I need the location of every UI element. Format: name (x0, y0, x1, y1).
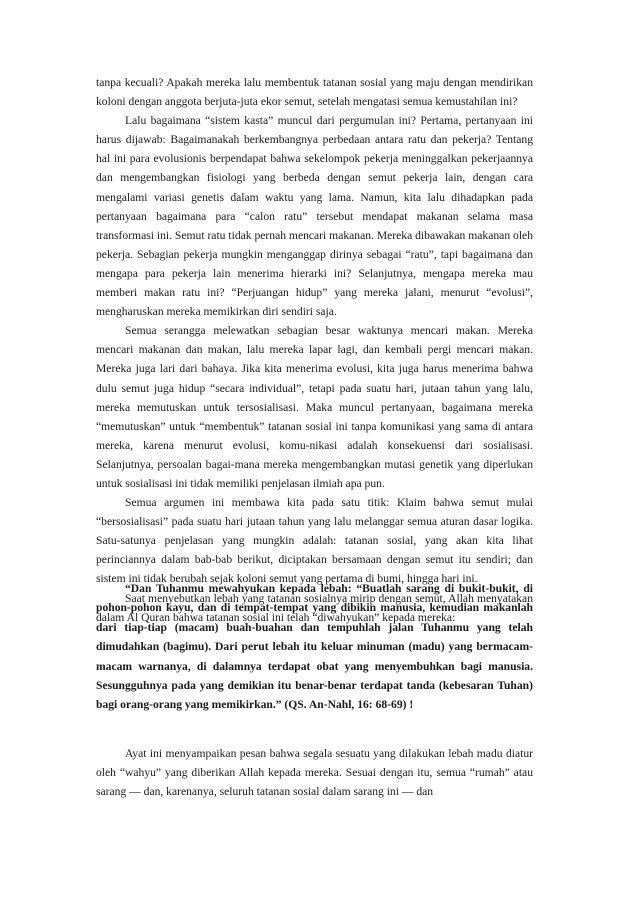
paragraph-logic-argument: Semua argumen ini membawa kita pada satu titik: Klaim bahwa semut mulai “bersosialisasi” pada suatu hari jutaan tahun yang lalu melanggar semua aturan dasar logika. Satu-satunya penjelasan yang mungkin adalah: tatanan sosial, yang akan kita lihat perinciannya dalam bab-bab berikut, diciptakan bersamaan dengan semut itu sendiri; dan sistem ini tidak berubah sejak koloni semut yang pertama di bumi, hingga hari ini. (96, 496, 533, 586)
paragraph-continuation: tanpa kecuali? Apakah mereka lalu membentuk tatanan sosial yang maju dengan mendirikan koloni dengan anggota berjuta-juta ekor semut, setelah mengatasi semua kemustahilan ini? (96, 76, 533, 109)
paragraph-closing: Ayat ini menyampaikan pesan bahwa segala sesuatu yang dilakukan lebah madu diatur oleh “wahyu” yang diberikan Allah kepada mereka. Sesuai dengan itu, semua “rumah” atau sarang — dan, karenanya, seluruh tatanan sosial dalam sarang ini — dan (96, 747, 533, 799)
body-text-section (96, 73, 533, 627)
paragraph-insects-food: Semua serangga melewatkan sebagian besar waktunya mencari makan. Mereka mencari makanan dan makan, lalu mereka lapar lagi, dan kembali pergi mencari makan. Mereka juga lari dari bahaya. Jika kita menerima evolusi, kita juga harus menerima bahwa dulu semut juga hidup “secara individual”, tetapi pada suatu hari, jutaan tahun yang lalu, mereka memutuskan untuk tersosialisasi. Maka muncul pertanyaan, bagaimana mereka “memutuskan” untuk “membentuk” tatanan sosial ini tanpa komunikasi yang sama di antara mereka, karena menurut evolusi, komu-nikasi adalah konsekuensi dari sosialisasi. Selanjutnya, persoalan bagai-mana mereka mengembangkan mutasi genetik yang diperlukan untuk sosialisasi ini tidak memiliki penjelasan ilmiah apa pun. (96, 324, 533, 490)
quran-quote: “Dan Tuhanmu mewahyukan kepada lebah: “Buatlah sarang di bukit-bukit, di pohon-pohon kayu, dan di tempat-tempat yang dibikin manusia, kemudian makanlah dari tiap-tiap (macam) buah-buahan dan tempuhlah jalan Tuhanmu yang telah dimudahkan (bagimu). Dari perut lebah itu keluar minuman (madu) yang bermacam-macam warnanya, di dalamnya terdapat obat yang menyembuhkan bagi manusia. Sesungguhnya pada yang demikian itu benar-benar terdapat tanda (kebesaran Tuhan) bagi orang-orang yang memikirkan.” (QS. An-Nahl, 16: 68-69) ! (96, 582, 533, 712)
closing-text-section (96, 744, 533, 801)
paragraph-quran-intro: Saat menyebutkan lebah yang tatanan sosialnya mirip dengan semut, Allah menyatakan dalam Al Quran bahwa tatanan sosial ini telah “diwahyukan” kepada mereka: (96, 591, 533, 624)
paragraph-caste-system: Lalu bagaimana “sistem kasta” muncul dari pergumulan ini? Pertama, pertanyaan ini harus dijawab: Bagaimanakah berkembangnya perbedaan antara ratu dan pekerja? Tentang hal ini para evolusionis berpendapat bahwa sekelompok pekerja meninggalkan pekerjaannya dan mengembangkan fisiologi yang berbeda dengan semut pekerja lain, dengan cara mengalami variasi genetis dalam waktu yang lama. Namun, kita lalu dihadapkan pada pertanyaan bagaimana para “calon ratu” tersebut mendapat makanan selama masa transformasi ini. Semut ratu tidak pernah mencari makanan. Mereka dibawakan makanan oleh pekerja. Sebagian pekerja mungkin menganggap dirinya sebagai “ratu”, tapi bagaimana dan mengapa para pekerja lain menerima hierarki ini? Selanjutnya, mengapa mereka mau memberi makan ratu ini? “Perjuangan hidup” yang mereka jalani, menurut “evolusi”, mengharuskan mereka memikirkan diri sendiri saja. (96, 114, 533, 319)
quran-quote-section (96, 579, 533, 715)
